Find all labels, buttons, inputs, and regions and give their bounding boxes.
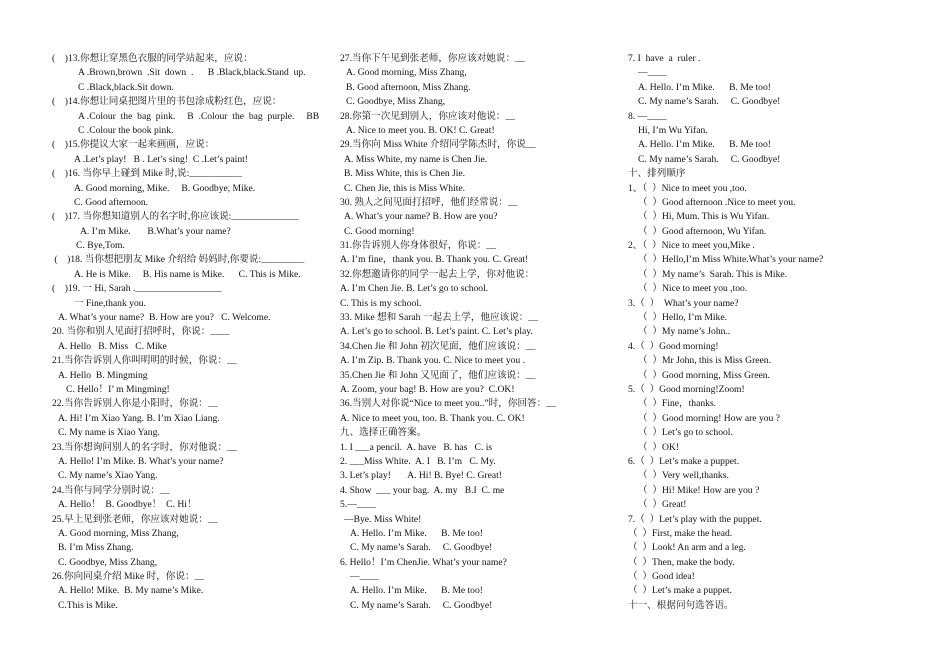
- worksheet-line: B. I’m Miss Zhang.: [58, 542, 134, 554]
- worksheet-line: ( )14.你想让同桌把图片里的书包涂成粉红色，应说：: [52, 96, 282, 108]
- worksheet-line: 33. Mike 想和 Sarah 一起去上学，他应该说：__: [340, 312, 538, 324]
- worksheet-line: （ ）Let’s go to school.: [638, 427, 733, 439]
- worksheet-line: 5.（ ）Good morning!Zoom!: [628, 383, 745, 395]
- worksheet-line: 5.—____: [340, 499, 376, 511]
- worksheet-line: —____: [350, 571, 379, 583]
- worksheet-line: （ ）Look! An arm and a leg.: [628, 542, 746, 554]
- worksheet-line: 6.（ ）Let’s make a puppet.: [628, 455, 740, 467]
- worksheet-line: 1. I ___a pencil. A. have B. has C. is: [340, 441, 493, 453]
- worksheet-line: C. Bye,Tom.: [76, 240, 125, 252]
- middle-column: [340, 52, 618, 613]
- worksheet-line: A. Hello. I’m Mike. B. Me too!: [350, 527, 483, 539]
- worksheet-line: 1、（ ）Nice to meet you ,too.: [628, 182, 747, 194]
- worksheet-line: 7. I have a ruler .: [628, 53, 701, 64]
- worksheet-line: A. Hello！ B. Goodbye！ C. Hi！: [58, 499, 197, 511]
- worksheet-line: A. Nice to meet you, too. B. Thank you. C. OK!: [340, 412, 525, 424]
- worksheet-line: （ ）Good idea!: [628, 571, 695, 583]
- worksheet-line: 27.当你下午见到张老师，你应该对她说：__: [340, 53, 525, 64]
- worksheet-line: C. Chen Jie, this is Miss White.: [344, 182, 466, 194]
- worksheet-line: C. This is my school.: [340, 297, 422, 309]
- worksheet-line: C. Good morning!: [344, 225, 415, 237]
- worksheet-line: （ ）Hello,I’m Miss White.What’s your name?: [638, 254, 824, 266]
- worksheet-line: 32.你想邀请你的同学一起去上学，你对他说：: [340, 268, 535, 280]
- worksheet-line: （ ）Hi! Mike! How are you ?: [638, 484, 760, 496]
- worksheet-line: A. Let’s go to school. B. Let’s paint. C. Let’s play.: [340, 326, 533, 338]
- worksheet-line: A. I’m Zip. B. Thank you. C. Nice to meet you .: [340, 355, 526, 367]
- worksheet-line: A. Hello. I’m Mike. B. Me too!: [350, 585, 483, 597]
- worksheet-line: 十、排列顺序: [628, 168, 686, 180]
- worksheet-line: A. Hello B. Miss C. Mike: [58, 340, 167, 352]
- worksheet-line: A. What’s your name? B. How are you? C. Welcome.: [58, 312, 271, 324]
- worksheet-line: ( )18. 当你想把朋友 Mike 介绍给 妈妈时,你要说:_________: [52, 254, 305, 266]
- worksheet-line: 一 Fine,thank you.: [74, 297, 146, 309]
- worksheet-line: 23.当你想询问别人的名字时，你对他说：__: [52, 441, 237, 453]
- worksheet-line: C. My name is Xiao Yang.: [58, 427, 160, 439]
- worksheet-line: （ ）Hi, Mum. This is Wu Yifan.: [638, 211, 770, 223]
- worksheet-line: 35.Chen Jie 和 John 又见面了，他们应该说：__: [340, 369, 536, 381]
- worksheet-line: A. I’m fine，thank you. B. Thank you. C. Great!: [340, 254, 529, 266]
- worksheet-line: （ ）Then, make the body.: [628, 556, 735, 568]
- worksheet-line: （ ）Fine，thanks.: [638, 398, 717, 410]
- worksheet-line: C.This is Mike.: [58, 599, 118, 611]
- worksheet-line: 22.当你告诉别人你是小阳时，你说：__: [52, 398, 218, 410]
- worksheet-line: ( )16. 当你早上碰到 Mike 时,说:___________: [52, 168, 243, 180]
- worksheet-line: （ ）Good morning, Miss Green.: [638, 369, 770, 381]
- worksheet-line: A. Hello! Mike. B. My name’s Mike.: [58, 585, 204, 597]
- left-column: [52, 52, 335, 613]
- worksheet-line: 3. Let’s play! A. Hi! B. Bye! C. Great!: [340, 470, 502, 482]
- worksheet-line: A. Hello. I’m Mike. B. Me too!: [638, 139, 771, 151]
- worksheet-line: 36.当别人对你说“Nice to meet you..”时，你回答：__: [340, 398, 556, 410]
- worksheet-line: 29.当你向 Miss White 介绍同学陈杰时，你说__: [340, 139, 536, 151]
- worksheet-line: 3.（ ） What’s your name?: [628, 297, 739, 309]
- worksheet-line: A. I’m Chen Jie. B. Let’s go to school.: [340, 283, 489, 295]
- worksheet-line: ( )15.你提议大家一起来画画，应说：: [52, 139, 215, 151]
- worksheet-line: （ ）First, make the head.: [628, 527, 733, 539]
- worksheet-line: 34.Chen Jie 和 John 初次见面，他们应该说：__: [340, 340, 536, 352]
- worksheet-line: C. My name’s Sarah. C. Goodbye!: [350, 599, 493, 611]
- worksheet-line: 十一、根据问句选答语。: [628, 599, 734, 611]
- worksheet-line: A .Let’s play! B . Let’s sing! C .Let’s paint!: [74, 153, 248, 165]
- worksheet-line: （ ）Good afternoon, Wu Yifan.: [638, 225, 767, 237]
- worksheet-line: （ ）Let’s make a puppet.: [628, 585, 732, 597]
- worksheet-line: A. Miss White, my name is Chen Jie.: [344, 153, 488, 165]
- worksheet-line: （ ）Great!: [638, 499, 687, 511]
- worksheet-line: A .Brown,brown .Sit down . B .Black,black.Stand up.: [78, 67, 306, 79]
- right-column: [628, 52, 928, 613]
- worksheet-line: A. Hello. I’m Mike. B. Me too!: [638, 81, 771, 93]
- worksheet-line: A. Good morning, Mike. B. Goodbye, Mike.: [74, 182, 256, 194]
- worksheet-line: B. Good afternoon, Miss Zhang.: [346, 81, 471, 93]
- worksheet-line: A. Zoom, your bag! B. How are you? C.OK!: [340, 383, 515, 395]
- worksheet-line: 24.当你与同学分别时说：__: [52, 484, 170, 496]
- worksheet-line: A. I’m Mike. B.What’s your name?: [80, 225, 231, 237]
- worksheet-line: C. My name’s Sarah. C. Goodbye!: [350, 542, 493, 554]
- worksheet-line: C. My name’s Sarah. C. Goodbye!: [638, 153, 781, 165]
- worksheet-line: ( )17. 当你想知道别人的名字时,你应该说:______________: [52, 211, 299, 223]
- worksheet-line: C. Hello！I’ m Mingming!: [66, 383, 170, 395]
- worksheet-line: —____: [638, 67, 667, 79]
- worksheet-line: C .Colour the book pink.: [78, 124, 174, 136]
- worksheet-line: B. Miss White, this is Chen Jie.: [344, 168, 466, 180]
- worksheet-line: A. Hello! I’m Mike. B. What’s your name?: [58, 455, 224, 467]
- worksheet-line: C. My name’s Sarah. C. Goodbye!: [638, 96, 781, 108]
- worksheet-line: A .Colour the bag pink. B .Colour the bag purple. BB: [78, 110, 320, 122]
- worksheet-line: （ ）Hello, I’m Mike.: [638, 312, 727, 324]
- worksheet-line: A. What’s your name? B. How are you?: [344, 211, 498, 223]
- worksheet-line: A. Good morning, Miss Zhang,: [58, 527, 179, 539]
- worksheet-line: C. My name’s Xiao Yang.: [58, 470, 158, 482]
- worksheet-line: C. Goodbye, Miss Zhang,: [346, 96, 446, 108]
- worksheet-line: （ ）Very well,thanks.: [638, 470, 729, 482]
- worksheet-line: ( )13.你想让穿黑色衣服的同学站起来，应说：: [52, 53, 253, 64]
- worksheet-line: 26.你向同桌介绍 Mike 时，你说：__: [52, 571, 205, 583]
- worksheet-line: A. Hello B. Mingming: [58, 369, 148, 381]
- worksheet-line: 25.早上见到张老师，你应该对她说：__: [52, 513, 218, 525]
- worksheet-line: （ ）My name’s Sarah. This is Mike.: [638, 268, 788, 280]
- worksheet-line: 4.（ ）Good morning!: [628, 340, 719, 352]
- worksheet-line: 2. ___Miss White. A. I B. I’m C. My.: [340, 455, 496, 467]
- worksheet-line: （ ）Nice to meet you ,too.: [638, 283, 748, 295]
- worksheet-line: C .Black,black.Sit down.: [78, 81, 174, 93]
- worksheet-line: A. He is Mike. B. His name is Mike. C. This is Mike.: [74, 268, 301, 280]
- worksheet-line: 30. 熟人之间见面打招呼，他们经常说：__: [340, 196, 518, 208]
- worksheet-line: 28.你第一次见到别人，你应该对他说：__: [340, 110, 516, 122]
- worksheet-line: ( )19. 一 Hi, Sarah .__________________: [52, 283, 222, 295]
- worksheet-line: A. Nice to meet you. B. OK! C. Great!: [346, 124, 495, 136]
- worksheet-line: （ ）My name’s John..: [638, 326, 731, 338]
- worksheet-line: 8. —____: [628, 110, 667, 122]
- worksheet-line: 21.当你告诉别人你叫明明的时候，你说：__: [52, 355, 237, 367]
- worksheet-line: （ ）Good afternoon .Nice to meet you.: [638, 196, 796, 208]
- worksheet-line: （ ）Mr John, this is Miss Green.: [638, 355, 771, 367]
- worksheet-line: —Bye. Miss White!: [344, 513, 422, 525]
- worksheet-line: 4. Show ___ your bag. A. my B.I C. me: [340, 484, 505, 496]
- worksheet-line: 2、（ ）Nice to meet you,Mike .: [628, 240, 755, 252]
- worksheet-line: 31.你告诉别人你身体很好，你说：__: [340, 240, 496, 252]
- worksheet-line: A. Good morning, Miss Zhang,: [346, 67, 467, 79]
- worksheet-line: C. Goodbye, Miss Zhang,: [58, 556, 158, 568]
- worksheet-line: 九、选择正确答案。: [340, 427, 427, 439]
- worksheet-line: Hi, I’m Wu Yifan.: [638, 124, 708, 136]
- worksheet-line: C. Good afternoon.: [74, 196, 149, 208]
- worksheet-line: （ ）OK!: [638, 441, 680, 453]
- worksheet-line: 7.（ ）Let’s play with the puppet.: [628, 513, 762, 525]
- worksheet-line: 6. Hello！I’m ChenJie. What’s your name?: [340, 556, 507, 568]
- worksheet-line: A. Hi! I’m Xiao Yang. B. I’m Xiao Liang.: [58, 412, 220, 424]
- worksheet-line: 20. 当你和别人见面打招呼时，你说：____: [52, 326, 230, 338]
- worksheet-line: （ ）Good morning! How are you ?: [638, 412, 781, 424]
